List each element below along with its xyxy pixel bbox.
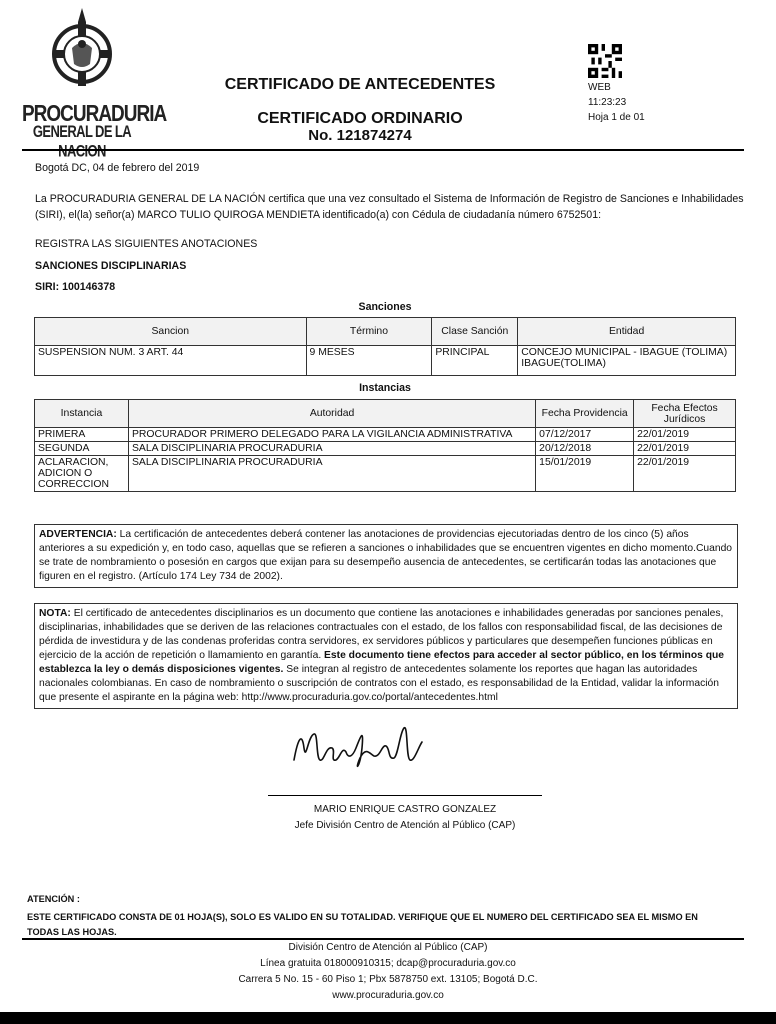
table-cell: ACLARACION, ADICION O CORRECCION	[35, 456, 129, 492]
advertencia-text: La certificación de antecedentes deberá contener las anotaciones de providencias ejecutoriadas dentro de los cinco (5) años anteriores a su expedición y, en todo caso, aquellas que se refieren a sanciones o inhabilidades que se encuentren vigentes en dicho momento.Cuando se trate de nombramiento o posesión en cargos que exijan para su desempeño ausencia de antecedentes, se certificarán todas las anotaciones que figuren en el registro. (Artículo 174 Ley 734 de 2002).	[39, 529, 733, 582]
header-cell: Fecha Providencia	[536, 400, 634, 428]
attention-label: ATENCIÓN :	[27, 894, 80, 904]
table-row	[35, 442, 736, 456]
nota-label: NOTA:	[39, 608, 71, 619]
signer-name: MARIO ENRIQUE CASTRO GONZALEZ	[313, 804, 497, 815]
section-title: SANCIONES DISCIPLINARIAS	[35, 260, 187, 272]
table-cell: CONCEJO MUNICIPAL - IBAGUE (TOLIMA) IBAGUE(TOLIMA)	[518, 346, 736, 376]
bottom-bar	[0, 1012, 776, 1024]
channel-label: WEB	[588, 82, 611, 93]
header-cell: Clase Sanción	[432, 318, 518, 346]
table-cell: SUSPENSION NUM. 3 ART. 44	[35, 346, 307, 376]
issue-time: 11:23:23	[588, 97, 627, 108]
table-cell: 9 MESES	[306, 346, 432, 376]
advertencia-box	[34, 524, 738, 588]
header-cell: Sancion	[35, 318, 307, 346]
table-row	[35, 428, 736, 442]
table-cell: 15/01/2019	[536, 456, 634, 492]
certificate-title: CERTIFICADO DE ANTECEDENTES	[224, 76, 496, 93]
table-cell: SALA DISCIPLINARIA PROCURADURIA	[128, 442, 535, 456]
table-cell: 07/12/2017	[536, 428, 634, 442]
table-cell: 22/01/2019	[634, 442, 736, 456]
table-cell: PRINCIPAL	[432, 346, 518, 376]
table-cell: SALA DISCIPLINARIA PROCURADURIA	[128, 456, 535, 492]
signer-role: Jefe División Centro de Atención al Público (CAP)	[294, 820, 516, 831]
header-cell: Instancia	[35, 400, 129, 428]
nota-box	[34, 603, 738, 709]
procuraduria-logo	[22, 4, 167, 144]
header-cell: Fecha Efectos Jurídicos	[634, 400, 736, 428]
sanciones-table	[34, 317, 736, 376]
certificate-subtitle: CERTIFICADO ORDINARIO	[257, 110, 463, 127]
registra-label: REGISTRA LAS SIGUIENTES ANOTACIONES	[35, 238, 258, 250]
certificate-number: No. 121874274	[308, 127, 412, 144]
table-cell: 22/01/2019	[634, 456, 736, 492]
signature-line	[268, 795, 542, 796]
signature-image	[290, 718, 440, 778]
header-cell: Autoridad	[128, 400, 535, 428]
table-cell: 22/01/2019	[634, 428, 736, 442]
siri-number: SIRI: 100146378	[35, 281, 116, 293]
org-name-line2: GENERAL DE LA	[32, 121, 132, 141]
nota-text: El certificado de antecedentes disciplinarios es un documento que contiene las anotaciones e inhabilidades generadas por sanciones penales, disciplinarias, inhabilidades que se deriven de las relaciones contractuales con el estado, de los fallos con responsabilidad fiscal, de las decisiones de pérdida de investidura y de las condenas proferidas contra servidores, ex servidores públicos y particulares que desempeñen funciones públicas en ejercicio de la acción de repetición o llamamiento en garantía.	[39, 608, 724, 661]
table-cell: 20/12/2018	[536, 442, 634, 456]
coat-of-arms-icon	[50, 8, 114, 88]
header-cell: Término	[306, 318, 432, 346]
nota-text-continued: Se integran al registro de antecedentes solamente los reportes que hagan las autoridades nacionales colombianas. En caso de nombramiento o suscripción de contratos con el estado, es responsabilidad de la Entidad, validar la información que presente el aspirante en la página web: http://www.procuraduria.gov.co/portal/antecedentes.html	[39, 664, 719, 703]
header-rule	[22, 149, 744, 151]
instancias-caption: Instancias	[359, 382, 411, 394]
footer-line-1: División Centro de Atención al Público (CAP)	[288, 942, 488, 953]
table-row	[35, 346, 736, 376]
sanciones-caption: Sanciones	[358, 301, 412, 313]
advertencia-label: ADVERTENCIA:	[39, 529, 117, 540]
header-cell: Entidad	[518, 318, 736, 346]
table-cell: PRIMERA	[35, 428, 129, 442]
footer-line-3: Carrera 5 No. 15 - 60 Piso 1; Pbx 5878750 ext. 13105; Bogotá D.C.	[238, 974, 538, 985]
table-row	[35, 456, 736, 492]
org-name-line1: PROCURADURIA	[22, 101, 167, 127]
instancias-table	[34, 399, 736, 492]
attention-text: ESTE CERTIFICADO CONSTA DE 01 HOJA(S), SOLO ES VALIDO EN SU TOTALIDAD. VERIFIQUE QUE EL NUMERO DEL CERTIFICADO SEA EL MISMO EN TODAS LAS HOJAS.	[27, 912, 698, 937]
footer-line-2: Línea gratuita 018000910315; dcap@procuraduria.gov.co	[260, 958, 516, 969]
page-indicator: Hoja 1 de 01	[588, 112, 645, 123]
table-cell: SEGUNDA	[35, 442, 129, 456]
place-date: Bogotá DC, 04 de febrero del 2019	[35, 162, 200, 174]
nota-bold-text: Este documento tiene efectos para acceder al sector público, en los términos que establezca la ley o demás disposiciones vigentes.	[39, 650, 725, 675]
footer-line-4: www.procuraduria.gov.co	[332, 990, 444, 1001]
intro-paragraph: La PROCURADURIA GENERAL DE LA NACIÓN certifica que una vez consultado el Sistema de Información de Registro de Sanciones e Inhabilidades (SIRI), el(la) señor(a) MARCO TULIO QUIROGA MENDIETA identificado(a) con Cédula de ciudadanía número 6752501:	[35, 193, 744, 221]
qr-code-icon	[588, 44, 622, 78]
table-cell: PROCURADOR PRIMERO DELEGADO PARA LA VIGILANCIA ADMINISTRATIVA	[128, 428, 535, 442]
footer-rule	[22, 938, 744, 940]
